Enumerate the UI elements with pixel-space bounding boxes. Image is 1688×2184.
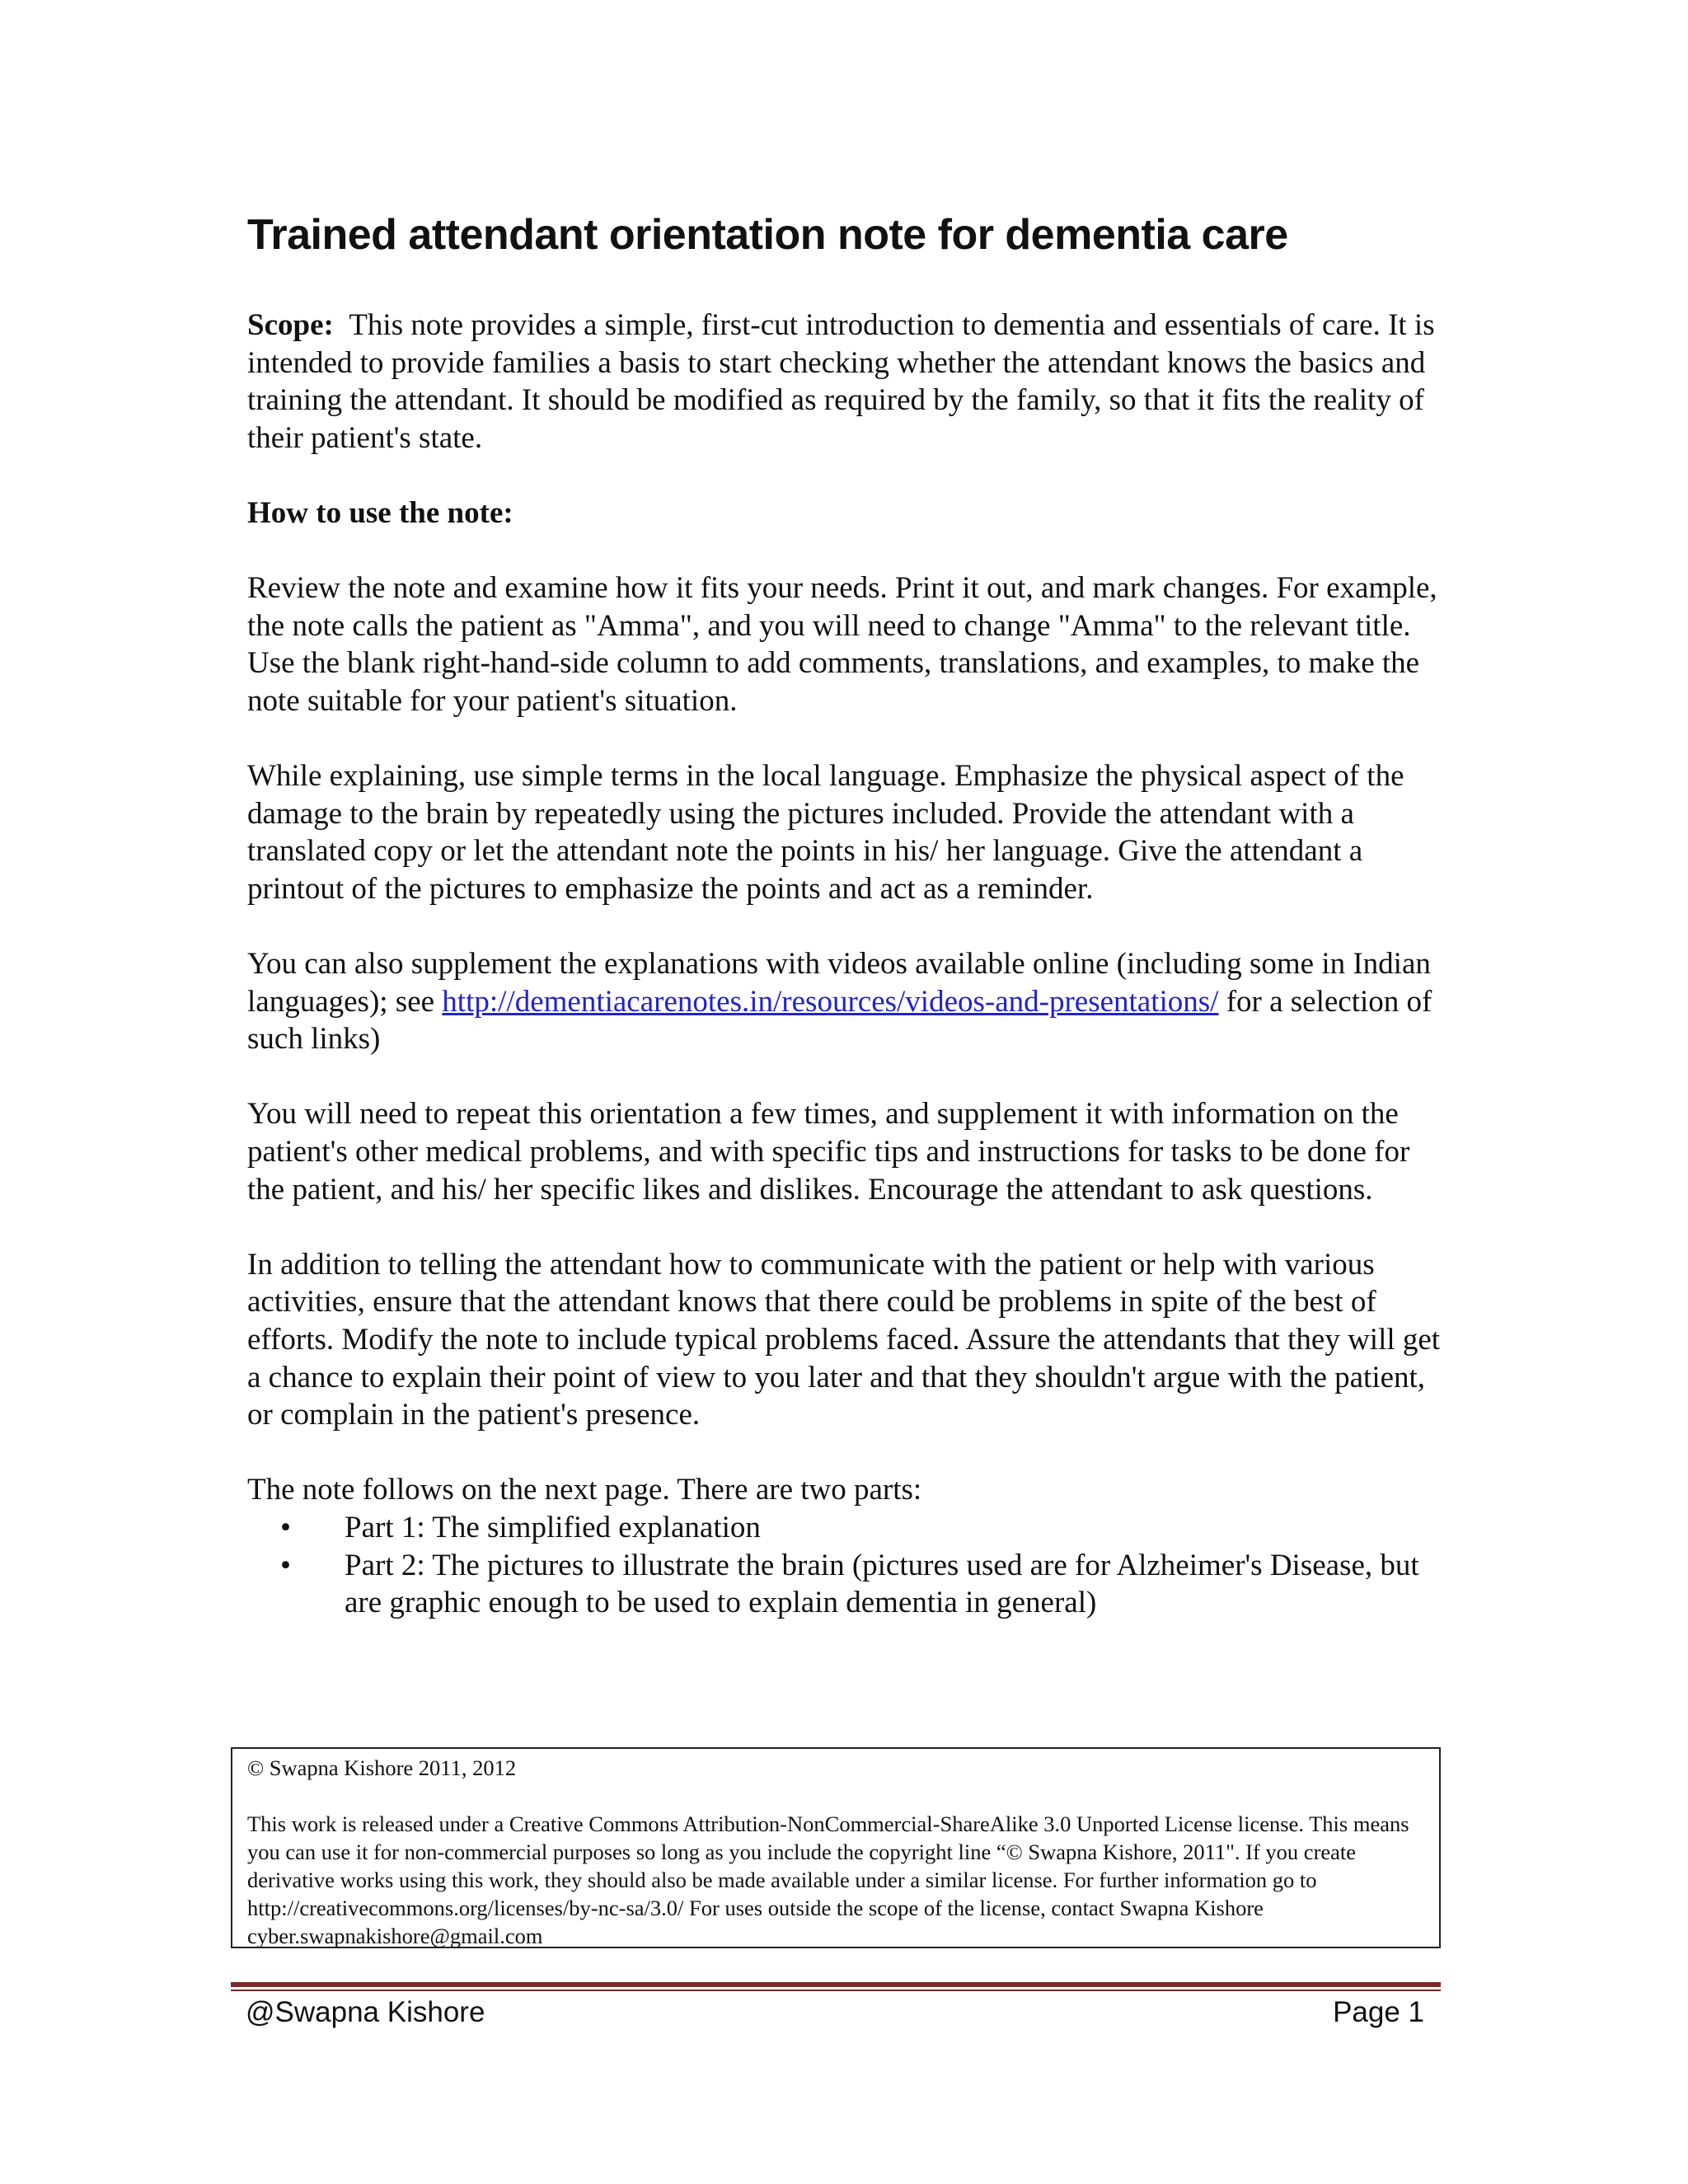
paragraph-explaining: While explaining, use simple terms in the local language. Emphasize the physical aspect of the damage to the brain by repeatedly using the pictures included. Provide the attendant with a translated copy or let the attendant note the points in his/ her language. Give the attendant a printout of the pictures to emphasize the points and act as a reminder. <box>247 759 1404 906</box>
videos-text-before: You can also supplement the explanations with videos available online (including some in Indian languages); see <box>247 947 1431 1019</box>
videos-link[interactable]: http://dementiacarenotes.in/resources/videos-and-presentations/ <box>442 984 1219 1019</box>
document-title: Trained attendant orientation note for dementia care <box>247 211 1288 259</box>
license-box <box>231 1747 1441 1948</box>
parts-list <box>247 1509 1451 1622</box>
paragraph-repeat: You will need to repeat this orientation a few times, and supplement it with information on the patient's other medical problems, and with specific tips and instructions for tasks to be done for the patient, and his/ her specific likes and dislikes. Encourage the attendant to ask questions. <box>247 1097 1410 1207</box>
paragraph-review: Review the note and examine how it fits your needs. Print it out, and mark changes. For example, the note calls the patient as "Amma", and you will need to change "Amma" to the relevant title. Use the blank right-hand-side column to add comments, translations, and examples, to make the note suitable for your patient's situation. <box>247 571 1437 718</box>
license-copyright: © Swapna Kishore 2011, 2012 <box>247 1755 517 1780</box>
footer-divider-thick <box>231 1982 1441 1987</box>
part-2-text: Part 2: The pictures to illustrate the brain (pictures used are for Alzheimer's Disease, but are graphic enough to be used to explain dementia in general) <box>345 1548 1419 1620</box>
scope-paragraph <box>247 307 1451 457</box>
list-item <box>247 1509 1451 1547</box>
document-body <box>247 307 1451 1622</box>
parts-intro: The note follows on the next page. There are two parts: <box>247 1473 922 1507</box>
bullet-icon: • <box>280 1548 291 1582</box>
paragraph-problems: In addition to telling the attendant how to communicate with the patient or help with various activities, ensure that the attendant knows that there could be problems in spite of the best of efforts. Modify the note to include typical problems faced. Assure the attendants that they will get a chance to explain their point of view to you later and that they shouldn't argue with the patient, or complain in the patient's presence. <box>247 1247 1441 1432</box>
scope-text: This note provides a simple, first-cut introduction to dementia and essentials of care. It is intended to provide families a basis to start checking whether the attendant knows the basics and training the attendant. It should be modified as required by the family, so that it fits the reality of their patient's state. <box>247 308 1435 455</box>
paragraph-videos <box>247 945 1451 1058</box>
footer-divider-thin <box>231 1990 1441 1991</box>
how-to-use-heading: How to use the note: <box>247 495 513 530</box>
footer-page-number: Page 1 <box>1333 1996 1424 2028</box>
scope-label: Scope: <box>247 308 334 342</box>
footer-author: @Swapna Kishore <box>246 1996 485 2028</box>
part-1-text: Part 1: The simplified explanation <box>345 1511 761 1544</box>
list-item <box>247 1547 1451 1622</box>
bullet-icon: • <box>280 1511 291 1544</box>
videos-text-after: for a selection of such links) <box>247 984 1432 1057</box>
license-text: This work is released under a Creative Commons Attribution-NonCommercial-ShareAlike 3.0 Unported License license. This means you can use it for non-commercial purposes so long as you include the copyright line “© Swapna Kishore, 2011". If you create derivative works using this work, they should also be made available under a similar license. For further information go to http://creativecommons.org/licenses/by-nc-sa/3.0/ For uses outside the scope of the license, contact Swapna Kishore cyber.swapnakishore@gmail.com <box>247 1811 1409 1948</box>
